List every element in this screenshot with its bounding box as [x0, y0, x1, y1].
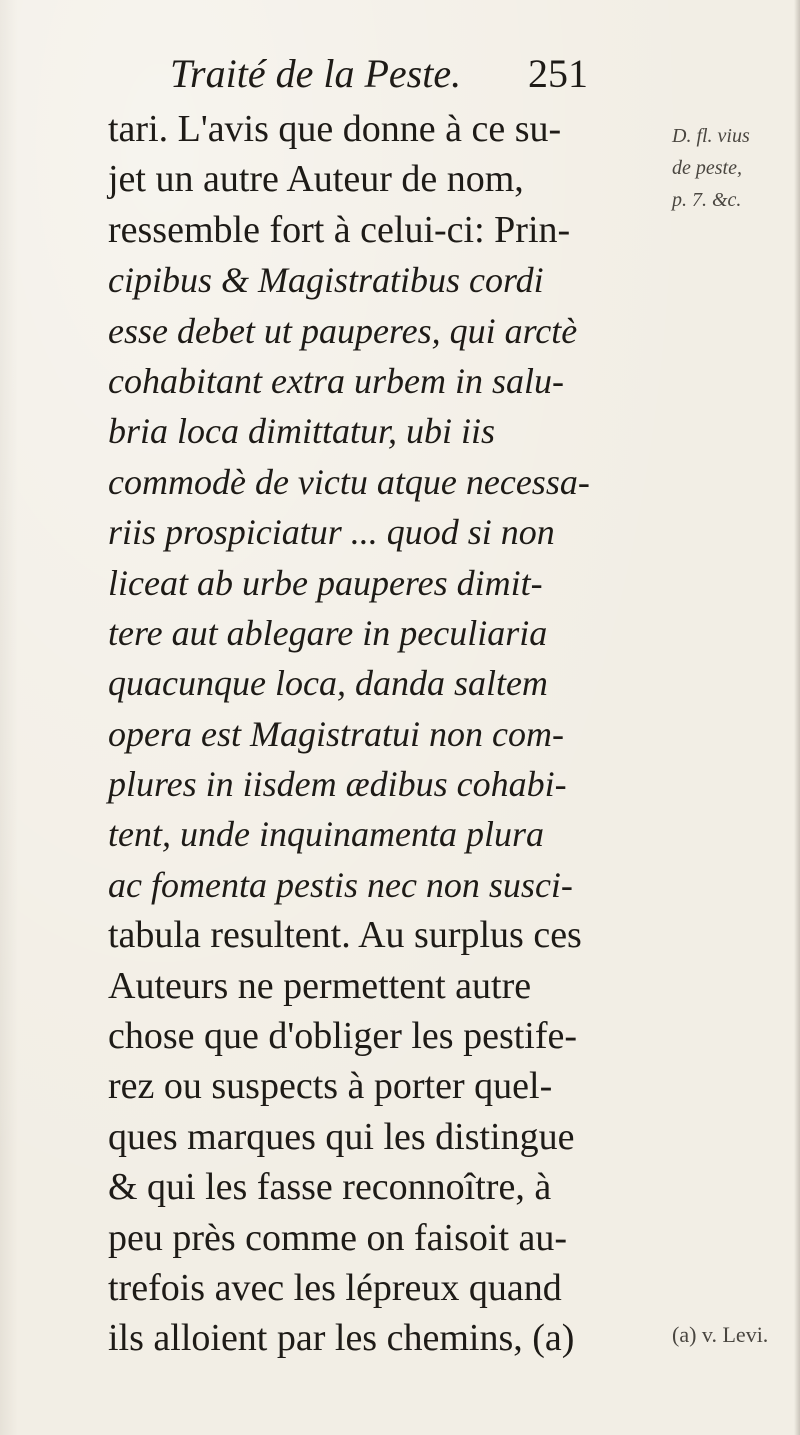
page-edge-shadow	[794, 0, 800, 1435]
text-line: tent, unde inquinamenta plura	[108, 814, 544, 855]
footnote: (a) v. Levi.	[672, 1322, 769, 1347]
text-line: esse debet ut pauperes, qui arctè	[108, 310, 578, 351]
text-line: tari. L'avis que donne à ce su-	[108, 108, 562, 150]
text-line: opera est Magistratui non com-	[108, 713, 564, 754]
body-text	[108, 104, 656, 1364]
text-line: plures in iisdem ædibus cohabi-	[108, 764, 567, 805]
text-line: ils alloient par les chemins, (a)	[108, 1317, 575, 1360]
margin-note-line: p. 7. &c.	[672, 189, 742, 211]
text-line: ressemble fort à celui-ci: Prin-	[108, 208, 571, 251]
text-line: ques marques qui les distingue	[108, 1115, 575, 1158]
text-line: quacunque loca, danda saltem	[108, 663, 548, 704]
text-line: bria loca dimittatur, ubi iis	[108, 411, 496, 452]
text-line: cipibus & Magistratibus cordi	[108, 260, 544, 301]
text-line: cohabitant extra urbem in salu-	[108, 360, 564, 401]
margin-note	[672, 120, 797, 216]
text-line: trefois avec les lépreux quand	[108, 1266, 562, 1309]
text-line: liceat ab urbe pauperes dimit-	[108, 562, 543, 603]
running-head	[170, 50, 590, 97]
margin-note-line: D. fl. vius	[672, 125, 750, 147]
page-number: 251	[528, 51, 588, 96]
text-line: Auteurs ne permettent autre	[108, 964, 532, 1007]
text-line: tere aut ablegare in peculiaria	[108, 612, 548, 653]
text-line: ac fomenta pestis nec non susci-	[108, 864, 573, 905]
text-line: rez ou suspects à porter quel-	[108, 1065, 553, 1108]
text-line: & qui les fasse reconnoître, à	[108, 1166, 552, 1209]
text-line: riis prospiciatur ... quod si non	[108, 512, 555, 553]
text-line: commodè de victu atque necessa-	[108, 461, 590, 502]
running-title: Traité de la Peste.	[170, 51, 462, 96]
text-line: jet un autre Auteur de nom,	[108, 158, 524, 201]
text-line: chose que d'obliger les pestife-	[108, 1015, 578, 1058]
margin-note-line: de peste,	[672, 157, 742, 179]
text-line: tabula resultent. Au surplus ces	[108, 914, 582, 957]
text-line: peu près comme on faisoit au-	[108, 1216, 568, 1259]
